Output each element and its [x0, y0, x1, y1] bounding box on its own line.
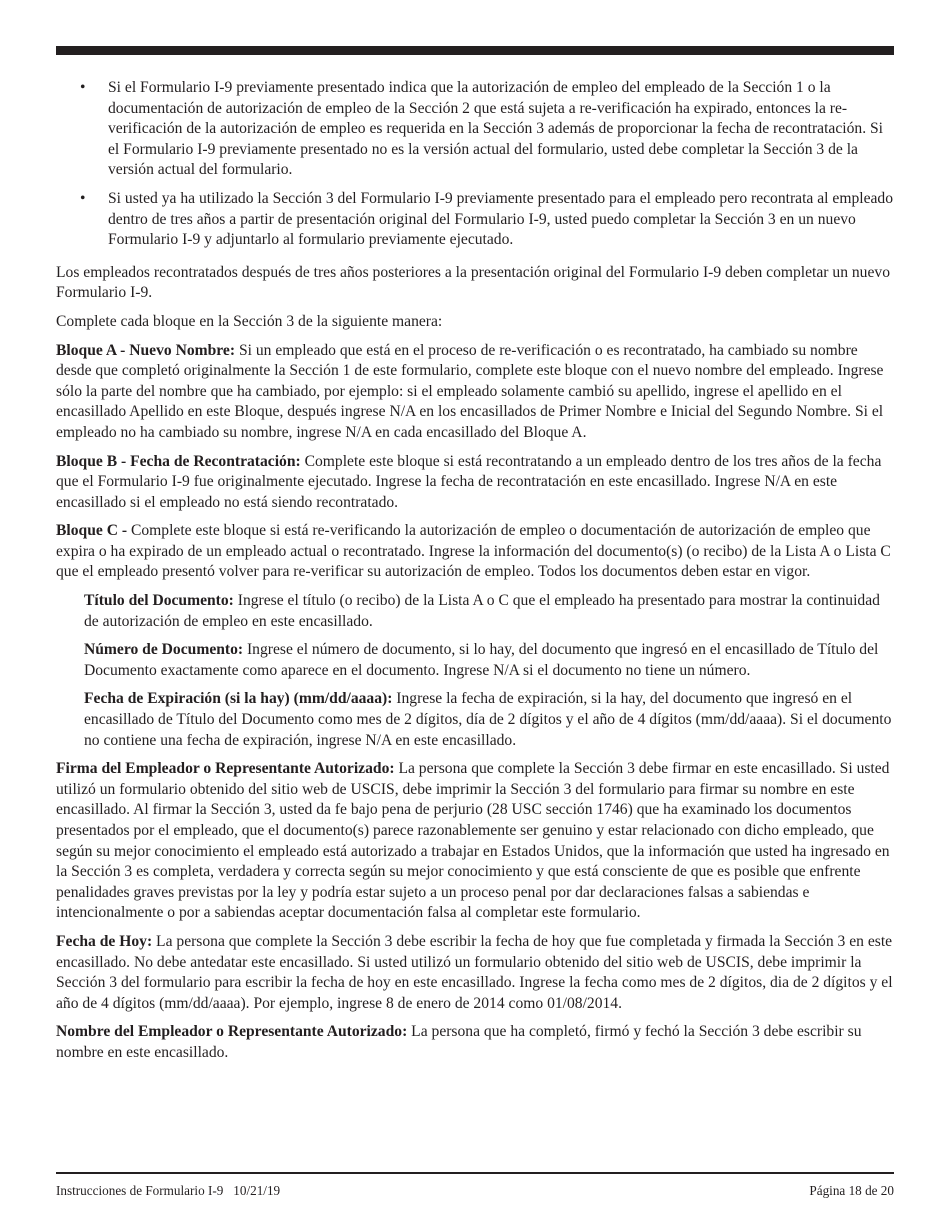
- bullet-list: [56, 78, 896, 251]
- bullet-icon: •: [80, 189, 86, 207]
- signature-text: La persona que complete la Sección 3 debe firmar en este encasillado. Si usted utilizó un formulario obtenido del sitio web de USCIS, debe imprimir la Sección 3 del formulario para firmar su nombre en este encasillado. Al firmar la Sección 3, usted da fe bajo pena de perjurio (28 USC sección 1746) que ha examinado los documentos presentados por el empleado, que el documento(s) parece razonablemente ser genuino y estar relacionado con dicho empleado, que según su mejor conocimiento el empleado está autorizado a trabajar en Estados Unidos, que la información que usted ha ingresado en la Sección 3 es completa, verdadera y correcta según su mejor conocimiento y que está consciente de que es posible que enfrente penalidades graves previstas por la ley y podría estar sujeto a un proceso penal por dar declaraciones falsas a sabiendas e intencionalmente o por a sabiendas aceptar documentación falsa al completar este formulario.: [56, 760, 890, 922]
- doc-title-heading: Título del Documento:: [84, 592, 234, 610]
- paragraph-rehired: Los empleados recontratados después de tres años posteriores a la presentación original del Formulario I-9 deben completar un nuevo Formulario I-9.: [56, 263, 890, 302]
- doc-title-section: [84, 591, 896, 632]
- doc-expiration-heading: Fecha de Expiración (si la hay) (mm/dd/aaaa):: [84, 690, 393, 708]
- paragraph-intro: Complete cada bloque en la Sección 3 de la siguiente manera:: [56, 312, 443, 330]
- top-rule: [56, 46, 894, 55]
- signature-heading: Firma del Empleador o Representante Autorizado:: [56, 760, 395, 778]
- employer-name-text: La persona que ha completó, firmó y fechó la Sección 3 debe escribir su nombre en este encasillado.: [56, 1023, 862, 1061]
- bottom-rule: [56, 1172, 894, 1174]
- doc-number-section: [84, 640, 896, 681]
- block-c-text: Complete este bloque si está re-verificando la autorización de empleo o documentación de autorización de empleo que expira o ha expirado de un empleado actual o recontratado. Ingrese la información del documento(s) (o recibo) de la Lista A o Lista C que el empleado presentó volver para re-verificar su autorización de empleo. Todos los documentos deben estar en vigor.: [56, 522, 891, 581]
- employer-name-section: [56, 1022, 896, 1063]
- doc-title-text: Ingrese el título (o recibo) de la Lista A o C que el empleado ha presentado para mostrar la continuidad de autorización de empleo en este encasillado.: [84, 592, 880, 630]
- bullet-icon: •: [80, 79, 86, 96]
- doc-number-text: Ingrese el número de documento, si lo hay, del documento que ingresó en el encasillado de Título del Documento exactamente como aparece en el documento. Ingrese N/A si el documento no tiene un número.: [84, 641, 879, 679]
- doc-expiration-section: [84, 689, 896, 751]
- block-b-section: [56, 452, 896, 514]
- bullet-text: Si usted ya ha utilizado la Sección 3 del Formulario I-9 previamente presentado para el empleado pero recontrata al empleado dentro de tres años a partir de presentación original del Formulario I-9, usted puedo completar la Sección 3 en un nuevo Formulario I-9 y adjuntarlo al formulario previamente ejecutado.: [108, 189, 894, 249]
- todays-date-heading: Fecha de Hoy:: [56, 932, 153, 950]
- page-footer: [56, 1183, 894, 1199]
- block-a-heading: Bloque A - Nuevo Nombre:: [56, 341, 236, 359]
- todays-date-text: La persona que complete la Sección 3 debe escribir la fecha de hoy que fue completada y firmada la Sección 3 en este encasillado. No debe antedatar este encasillado. Si usted utilizó un formulario obtenido del sitio web de USCIS, debe imprimir la Sección 3 del formulario para escribir la fecha de hoy en este encasillado. Ingrese la fecha como mes de 2 dígitos, dia de 2 dígitos y el año de 4 dígitos (mm/dd/aaaa). Por ejemplo, ingrese 8 de enero de 2014 como 01/08/2014.: [56, 932, 893, 1012]
- block-a-text: Si un empleado que está en el proceso de re-verificación o es recontratado, ha cambiado su nombre desde que completó originalmente la Sección 1 de este formulario, complete este bloque con el nuevo nombre del empleado. Ingrese sólo la parte del nombre que ha cambiado, por ejemplo: si el empleado solamente cambió su apellido, ingrese el apellido en el encasillado Apellido en este Bloque, después ingrese N/A en los encasillados de Primer Nombre e Inicial del Segundo Nombre. Si el empleado no ha cambiado su nombre, ingrese N/A en cada encasillado del Bloque A.: [56, 341, 884, 441]
- page-content: [56, 78, 896, 1072]
- block-b-heading: Bloque B - Fecha de Recontratación:: [56, 452, 301, 470]
- block-a-section: [56, 341, 896, 444]
- signature-section: [56, 759, 896, 924]
- doc-number-heading: Número de Documento:: [84, 641, 244, 659]
- todays-date-section: [56, 932, 896, 1014]
- block-c-section: [56, 521, 896, 583]
- list-item: [56, 189, 896, 251]
- doc-expiration-text: Ingrese la fecha de expiración, si la hay, del documento que ingresó en el encasillado de Título del Documento como mes de 2 dígitos, día de 2 dígitos y el año de 4 dígitos (mm/dd/aaaa). Si el documento no contiene una fecha de expiración, ingrese N/A en este encasillado.: [84, 690, 892, 749]
- list-item: [56, 78, 896, 181]
- block-c-heading: Bloque C -: [56, 522, 128, 540]
- footer-form-info: Instrucciones de Formulario I-9 10/21/19: [56, 1183, 281, 1198]
- bullet-text: Si el Formulario I-9 previamente presentado indica que la autorización de empleo del empleado de la Sección 1 o la documentación de autorización de empleo de la Sección 2 que está sujeta a re-verificación ha expirado, entonces la re-verificación de la autorización de empleo es requerida en la Sección 3 además de proporcionar la fecha de recontratación. Si el Formulario I-9 previamente presentado no es la versión actual del formulario, usted debe completar la Sección 3 de la versión actual del formulario.: [108, 79, 883, 179]
- footer-page-number: Página 18 de 20: [809, 1183, 894, 1198]
- employer-name-heading: Nombre del Empleador o Representante Autorizado:: [56, 1023, 408, 1041]
- block-b-text: Complete este bloque si está recontratando a un empleado dentro de los tres años de la fecha que el Formulario I-9 fue originalmente ejecutado. Ingrese la fecha de recontratación en este encasillado. Ingrese N/A en este encasillado si el empleado no está siendo recontratado.: [56, 452, 882, 511]
